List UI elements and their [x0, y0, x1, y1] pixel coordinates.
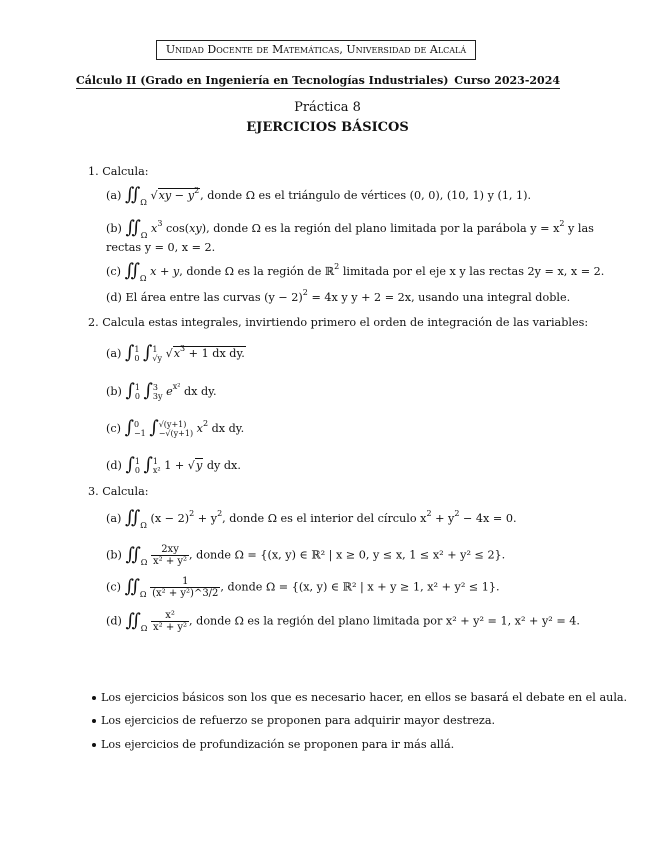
exercise-2b: (b) ∫1 0 ∫3 3y $e^{x^2}$ dx dy. — [106, 380, 217, 401]
exercise-1b: (b) $∬_\Omega$ $x^3$ cos(xy), donde Ω es la región del plano limitada por la parábola $y = x^2$ y las — [106, 217, 594, 240]
bullet-icon — [92, 719, 96, 723]
section-title: EJERCICIOS BÁSICOS — [246, 120, 409, 135]
bullet-icon — [92, 743, 96, 747]
note-deepening: Los ejercicios de profundización se proponen para ir más allá. — [92, 738, 454, 751]
exercise-1c: (c) $∬_\Omega$ x + y, donde Ω es la región de ℝ$^2$ limitada por el eje x y las rectas 2y = x, x = 2. — [106, 260, 605, 283]
university-banner: Unidad Docente de Matemáticas, Universidad de Alcalá — [156, 40, 476, 60]
exercise-3a: (a) $∬_\Omega$ $(x - 2)^2 + y^2$, donde Ω es el interior del círculo $x^2 + y^2 - 4x = 0$. — [106, 507, 517, 530]
exercise-2c: (c) ∫0 −1 ∫√(y+1) −√(y+1) $x^2$ dx dy. — [106, 417, 245, 438]
course-year: Curso 2023-2024 — [454, 74, 560, 87]
exercise-3d: (d) $∬_\Omega$ $\frac{\text{x²}}{\text{x² + y²}}$ , donde Ω es la región del plano limitada por x² + y² = 1, x² + y² = 4. — [106, 609, 580, 633]
bullet-icon — [92, 696, 96, 700]
note-basic: Los ejercicios básicos son los que es necesario hacer, en ellos se basará el debate en el aula. — [92, 691, 627, 704]
exercise-1b-continuation: rectas y = 0, x = 2. — [106, 241, 216, 254]
course-name: Cálculo II (Grado en Ingeniería en Tecnologías Industriales) — [76, 74, 449, 87]
exercise-3-heading: 3. Calcula: — [88, 485, 149, 498]
exercise-3b: (b) $∬_\Omega$ $\frac{2xy}{\text{x² + y²}}$ , donde Ω = {(x, y) ∈ ℝ² | x ≥ 0, y ≤ x, 1 ≤ x² + y² ≤ 2}. — [106, 543, 506, 567]
header-rule — [76, 88, 560, 89]
exercise-2d: (d) ∫1 0 ∫1 x² 1 + √y dy dx. — [106, 454, 241, 475]
practice-title: Práctica 8 — [294, 100, 361, 115]
exercise-2a: (a) ∫1 0 ∫1 √y $√x^3 + 1$ dx dy. — [106, 342, 245, 363]
course-row — [76, 74, 560, 87]
note-reinforcement: Los ejercicios de refuerzo se proponen para adquirir mayor destreza. — [92, 714, 495, 727]
exercise-1-heading: 1. Calcula: — [88, 165, 149, 178]
exercise-3c: (c) $∬_\Omega$ $\frac{1}{\text{(x² + y²)\textasciicircum{}3/2}}$ , donde Ω = {(x, y) ∈ ℝ² | x + y ≥ 1, x² + y² ≤ 1}. — [106, 575, 500, 599]
exercise-1d: (d) El área entre las curvas $(y - 2)^2 = 4x$ y y + 2 = 2x, usando una integral doble. — [106, 288, 571, 304]
exercise-2-heading: 2. Calcula estas integrales, invirtiendo primero el orden de integración de las variables: — [88, 316, 589, 329]
exercise-1a: (a) $∬_\Omega$ $√xy - y^2$, donde Ω es el triángulo de vértices (0, 0), (10, 1) y (1, 1). — [106, 184, 532, 207]
